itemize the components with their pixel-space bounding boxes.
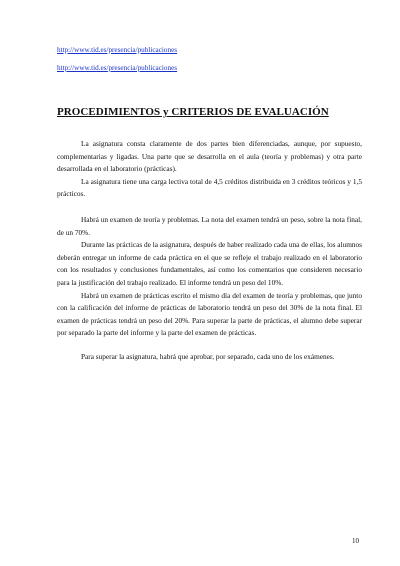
paragraph-spacer xyxy=(57,340,362,351)
paragraph-lab-report: Durante las prácticas de la asignatura, después de haber realizado cada una de ellas, los alumnos deberán entregar un informe de cada práctica en el que se refleje el trabajo realizado en el laboratorio con los resultados y conclusiones fundamentales, así como los comentarios que consideren necesario para la justificación del trabajo realizado. El informe tendrá un peso del 10%. xyxy=(57,240,363,287)
reference-links xyxy=(57,46,347,81)
publications-link-1[interactable]: http://www.tid.es/presencia/publicaciones xyxy=(57,46,178,54)
paragraph-practical-exam: Habrá un examen de prácticas escrito el mismo día del examen de teoría y problemas, que junto con la calificación del informe de prácticas de laboratorio tendrá un peso del 30% de la nota final. El examen de prácticas tendrá un peso del 20%. Para superar la parte de prácticas, el alumno debe superar por separado la parte del informe y la parte del examen de prácticas. xyxy=(57,290,362,338)
paragraph-course-parts: La asignatura consta claramente de dos partes bien diferenciadas, aunque, por supuesto, complementarias y ligadas. Una parte que se desarrolla en el aula (teoría y problemas) y otra parte desarrollada en el laboratorio (prácticas). xyxy=(57,139,362,174)
page-number: 10 xyxy=(352,537,359,545)
paragraph-pass-requirement: Para superar la asignatura, habrá que aprobar, por separado, cada uno de los exámenes. xyxy=(81,351,335,361)
paragraph-credits: La asignatura tiene una carga lectiva total de 4,5 créditos distribuida en 3 créditos teóricos y 1,5 prácticos. xyxy=(57,176,362,199)
paragraph-theory-exam: Habrá un examen de teoría y problemas. La nota del examen tendrá un peso, sobre la nota final, de un 70%. xyxy=(57,214,362,237)
section-body xyxy=(57,138,362,364)
publications-link-2[interactable]: http://www.tid.es/presencia/publicaciones xyxy=(57,63,178,72)
section-heading: PROCEDIMIENTOS y CRITERIOS DE EVALUACIÓN xyxy=(57,106,329,118)
paragraph-spacer xyxy=(57,201,362,214)
